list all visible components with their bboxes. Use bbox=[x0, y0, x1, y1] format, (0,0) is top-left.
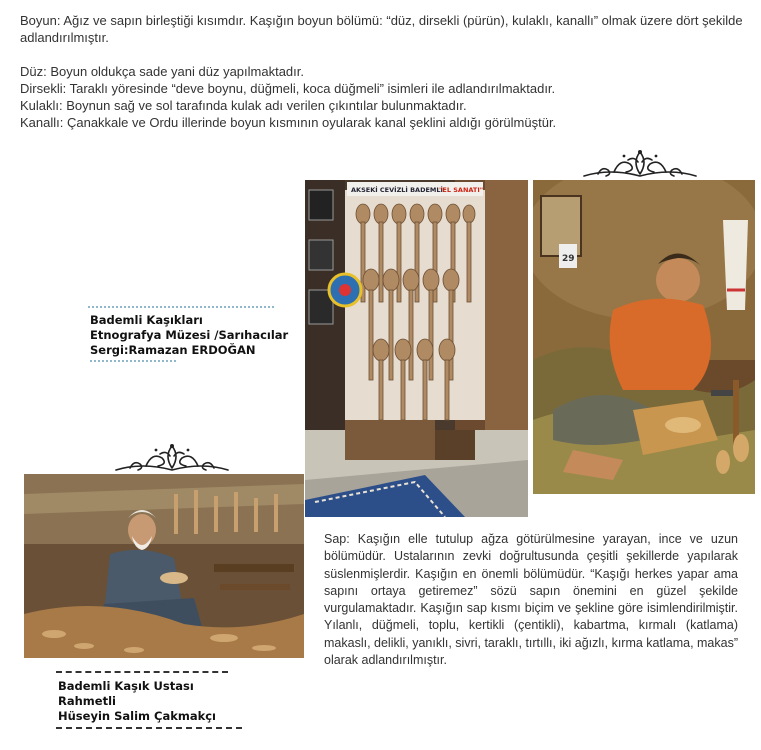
caption-master-top-rule bbox=[56, 671, 228, 673]
caption-museum-line3: Sergi:Ramazan ERDOĞAN bbox=[90, 343, 256, 357]
woodcarver-painting-photo bbox=[533, 180, 755, 494]
spoon-display-photo bbox=[305, 180, 528, 517]
caption-master bbox=[58, 679, 216, 724]
caption-museum-line2: Etnografya Müzesi /Sarıhacılar bbox=[90, 328, 289, 342]
sap-paragraph: Sap: Kaşığın elle tutulup ağza götürülmesine yarayan, ince ve uzun bölümüdür. Ustalarının zevki doğrultusunda çeşitli şekillerde yapılarak süslenmişlerdir. Kaşığın en önemli bölümüdür. “Kaşığı herkes yapar ama sapını ortaya getiremez” sözü sapın önemini en güzel şekilde vurgulamaktadır. Kaşığın sap kısmı biçim ve şekline göre isimlendirilmiştir. Yılanlı, düğmeli, toplu, kertikli (çentikli), kabartma, kırmalı (katlama) makaslı, delikli, yanıklı, sivri, taraklı, tırtıllı, iki ağızlı, kırma katlama, makas” olarak adlandırılmıştır. bbox=[324, 532, 738, 668]
intro-text bbox=[20, 12, 755, 131]
display-sign-text: AKSEKİ CEVİZLİ BADEMLİ bbox=[351, 186, 443, 194]
calendar-text: 29 bbox=[562, 254, 575, 264]
spoon-master-photo bbox=[24, 474, 304, 658]
caption-museum bbox=[90, 313, 288, 358]
caption-museum-top-rule bbox=[88, 306, 274, 308]
kanalli-paragraph: Kanallı: Çanakkale ve Ordu illerinde boyun kısmının oyularak kanal şeklini aldığı görülmüştür. bbox=[20, 115, 557, 130]
caption-master-bottom-rule bbox=[56, 727, 242, 729]
flourish-ornament-bottom bbox=[112, 440, 232, 474]
neck-paragraph: Boyun: Ağız ve sapın birleştiği kısımdır. Kaşığın boyun bölümü: “düz, dirsekli (pürün), kulaklı, kanallı” olmak üzere dört şekilde adlandırılmıştır. bbox=[20, 13, 743, 45]
dirsekli-paragraph: Dirsekli: Taraklı yöresinde “deve boynu, düğmeli, koca düğmeli” isimleri ile adlandırılmaktadır. bbox=[20, 81, 556, 96]
caption-master-line3: Hüseyin Salim Çakmakçı bbox=[58, 709, 216, 723]
caption-museum-line1: Bademli Kaşıkları bbox=[90, 313, 203, 327]
flourish-ornament-top bbox=[580, 146, 700, 180]
kulakli-paragraph: Kulaklı: Boynun sağ ve sol tarafında kulak adı verilen çıkıntılar bulunmaktadır. bbox=[20, 98, 467, 113]
duz-paragraph: Düz: Boyun oldukça sade yani düz yapılmaktadır. bbox=[20, 64, 304, 79]
display-sign-highlight: "EL SANATI" bbox=[439, 186, 484, 194]
caption-museum-bottom-rule bbox=[90, 360, 176, 362]
caption-master-line2: Rahmetli bbox=[58, 694, 116, 708]
caption-master-line1: Bademli Kaşık Ustası bbox=[58, 679, 194, 693]
